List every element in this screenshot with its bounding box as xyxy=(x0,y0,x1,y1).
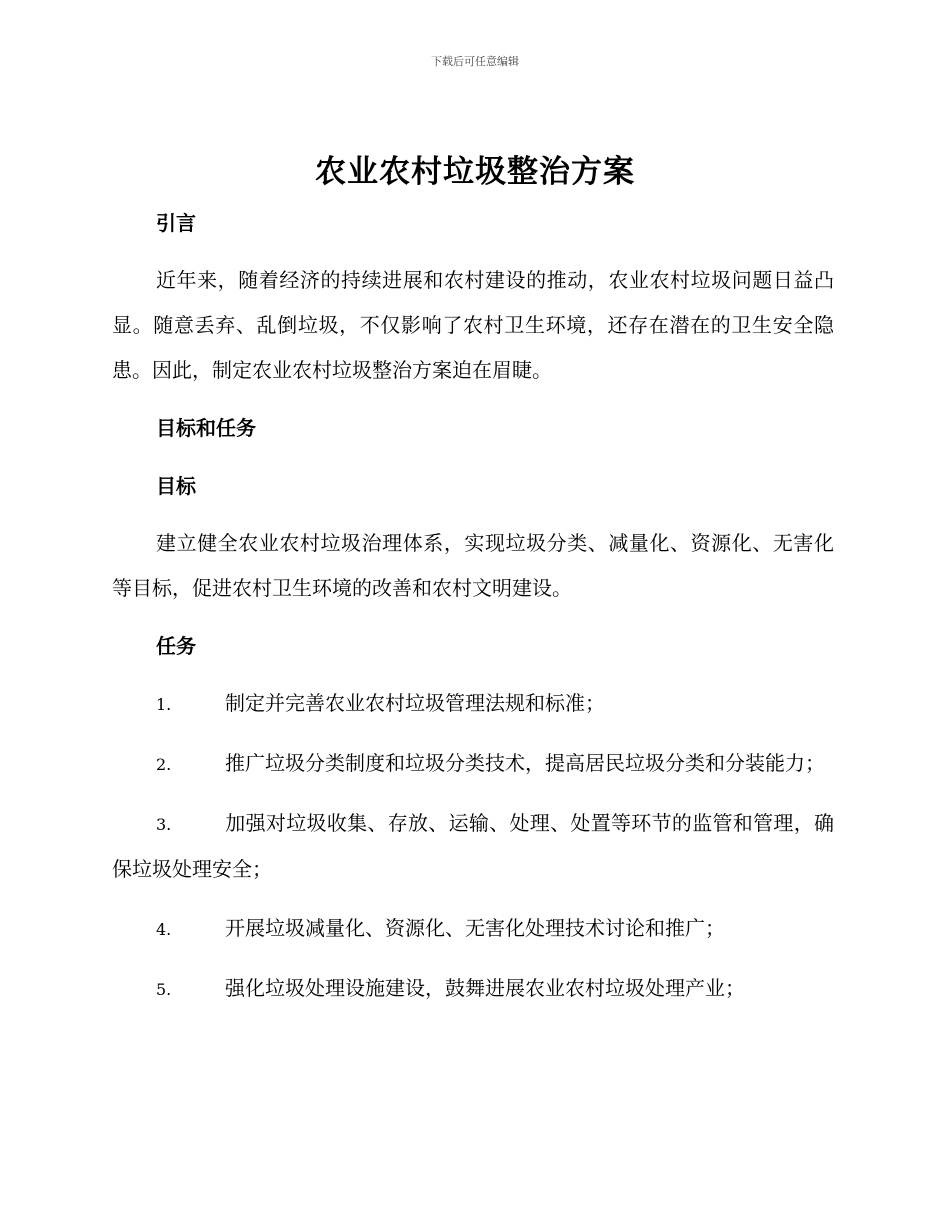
list-item xyxy=(112,741,834,787)
goal-heading: 目标 xyxy=(156,474,196,498)
list-item-number: 1. xyxy=(156,695,172,714)
list-item xyxy=(112,906,834,952)
list-item-text: 强化垃圾处理设施建设，鼓舞进展农业农村垃圾处理产业； xyxy=(225,976,745,1000)
list-item xyxy=(112,966,834,1012)
list-item-text: 加强对垃圾收集、存放、运输、处理、处置等环节的监管和管理，确保垃圾处理安全； xyxy=(112,811,834,881)
intro-paragraph: 近年来，随着经济的持续进展和农村建设的推动，农业农村垃圾问题日益凸显。随意丢弃、乱倒垃圾，不仅影响了农村卫生环境，还存在潜在的卫生安全隐患。因此，制定农业农村垃圾整治方案迫在眉睫。 xyxy=(112,268,834,382)
goals-tasks-heading: 目标和任务 xyxy=(156,416,256,440)
task-list xyxy=(112,681,834,1012)
list-item xyxy=(112,681,834,727)
list-item-text: 推广垃圾分类制度和垃圾分类技术，提高居民垃圾分类和分装能力； xyxy=(225,751,825,775)
list-item-number: 2. xyxy=(156,755,172,774)
list-item-number: 3. xyxy=(156,815,172,834)
task-heading: 任务 xyxy=(156,634,196,658)
page-header-note: 下载后可任意编辑 xyxy=(431,55,519,68)
document-title: 农业农村垃圾整治方案 xyxy=(315,154,635,190)
document-body xyxy=(112,200,834,1012)
list-item-number: 4. xyxy=(156,920,172,939)
intro-heading: 引言 xyxy=(156,211,196,235)
goal-paragraph: 建立健全农业农村垃圾治理体系，实现垃圾分类、减量化、资源化、无害化等目标，促进农村卫生环境的改善和农村文明建设。 xyxy=(112,531,834,600)
list-item-text: 开展垃圾减量化、资源化、无害化处理技术讨论和推广； xyxy=(225,916,725,940)
list-item xyxy=(112,801,834,892)
list-item-text: 制定并完善农业农村垃圾管理法规和标准； xyxy=(225,691,605,715)
list-item-number: 5. xyxy=(156,980,172,999)
